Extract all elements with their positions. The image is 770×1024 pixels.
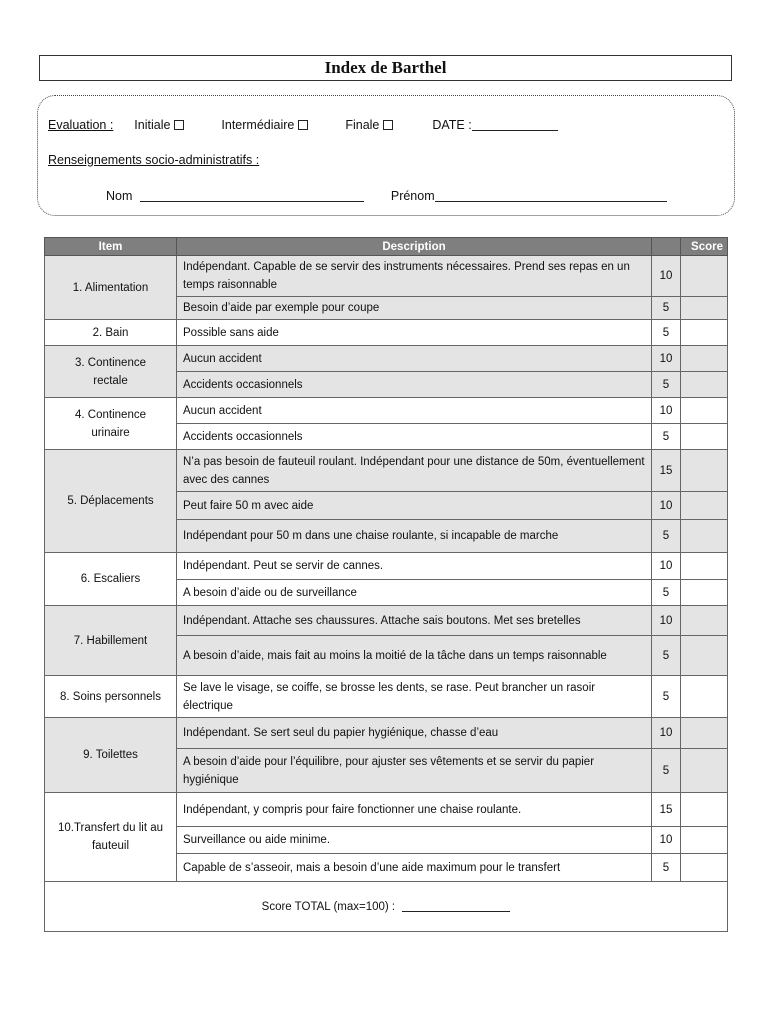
score-cell[interactable] — [681, 854, 728, 882]
prenom-label: Prénom — [390, 189, 435, 203]
name-line — [106, 189, 667, 203]
description-cell: Indépendant pour 50 m dans une chaise roulante, si incapable de marche — [177, 520, 652, 553]
finale-checkbox[interactable] — [383, 120, 393, 130]
points-cell: 5 — [652, 854, 681, 882]
description-cell: Besoin d’aide par exemple pour coupe — [177, 297, 652, 320]
description-cell: Peut faire 50 m avec aide — [177, 492, 652, 520]
total-label: Score TOTAL (max=100) : — [261, 900, 396, 913]
barthel-table — [44, 237, 728, 932]
score-cell[interactable] — [681, 346, 728, 372]
table-row — [45, 256, 728, 297]
description-cell: Capable de s’asseoir, mais a besoin d’une aide maximum pour le transfert — [177, 854, 652, 882]
item-cell: 7. Habillement — [45, 606, 177, 676]
item-cell: 10.Transfert du lit au fauteuil — [45, 793, 177, 882]
points-cell: 5 — [652, 320, 681, 346]
points-cell: 10 — [652, 827, 681, 854]
total-field[interactable] — [402, 901, 510, 912]
score-cell[interactable] — [681, 827, 728, 854]
points-cell: 5 — [652, 580, 681, 606]
table-row — [45, 793, 728, 827]
points-cell: 5 — [652, 636, 681, 676]
info-section — [37, 95, 735, 216]
score-cell[interactable] — [681, 749, 728, 793]
description-cell: Aucun accident — [177, 346, 652, 372]
header-description: Description — [177, 238, 652, 256]
date-field[interactable] — [472, 120, 558, 131]
description-cell: Indépendant. Peut se servir de cannes. — [177, 553, 652, 580]
score-cell[interactable] — [681, 372, 728, 398]
date-label: DATE : — [432, 118, 472, 132]
description-cell: Se lave le visage, se coiffe, se brosse les dents, se rase. Peut brancher un rasoir électrique — [177, 676, 652, 718]
nom-label: Nom — [106, 189, 133, 203]
description-cell: A besoin d’aide pour l’équilibre, pour ajuster ses vêtements et se servir du papier hygiénique — [177, 749, 652, 793]
option-initiale-label: Initiale — [134, 118, 171, 132]
description-cell: Indépendant, y compris pour faire fonctionner une chaise roulante. — [177, 793, 652, 827]
nom-field[interactable] — [140, 191, 364, 202]
points-cell: 5 — [652, 297, 681, 320]
item-cell: 3. Continence rectale — [45, 346, 177, 398]
points-cell: 5 — [652, 749, 681, 793]
score-cell[interactable] — [681, 424, 728, 450]
initiale-checkbox[interactable] — [174, 120, 184, 130]
points-cell: 5 — [652, 520, 681, 553]
item-cell: 8. Soins personnels — [45, 676, 177, 718]
table-row — [45, 346, 728, 372]
score-cell[interactable] — [681, 793, 728, 827]
description-cell: Aucun accident — [177, 398, 652, 424]
score-cell[interactable] — [681, 256, 728, 297]
score-cell[interactable] — [681, 676, 728, 718]
points-cell: 10 — [652, 718, 681, 749]
description-cell: Possible sans aide — [177, 320, 652, 346]
evaluation-label: Evaluation : — [48, 118, 114, 132]
socio-label: Renseignements socio-administratifs : — [48, 153, 260, 167]
points-cell: 5 — [652, 372, 681, 398]
item-cell: 9. Toilettes — [45, 718, 177, 793]
score-cell[interactable] — [681, 636, 728, 676]
points-cell: 15 — [652, 450, 681, 492]
description-cell: A besoin d’aide, mais fait au moins la moitié de la tâche dans un temps raisonnable — [177, 636, 652, 676]
points-cell: 10 — [652, 346, 681, 372]
description-cell: Indépendant. Attache ses chaussures. Attache sais boutons. Met ses bretelles — [177, 606, 652, 636]
header-points — [652, 238, 681, 256]
table-row — [45, 676, 728, 718]
description-cell: Accidents occasionnels — [177, 372, 652, 398]
description-cell: Surveillance ou aide minime. — [177, 827, 652, 854]
total-cell — [45, 882, 728, 932]
points-cell: 10 — [652, 492, 681, 520]
item-cell: 5. Déplacements — [45, 450, 177, 553]
table-row — [45, 718, 728, 749]
score-cell[interactable] — [681, 297, 728, 320]
table-row — [45, 450, 728, 492]
option-finale-label: Finale — [345, 118, 380, 132]
score-cell[interactable] — [681, 606, 728, 636]
score-cell[interactable] — [681, 718, 728, 749]
header-score: Score — [681, 238, 728, 256]
description-cell: A besoin d’aide ou de surveillance — [177, 580, 652, 606]
description-cell: Indépendant. Se sert seul du papier hygiénique, chasse d’eau — [177, 718, 652, 749]
score-cell[interactable] — [681, 520, 728, 553]
score-cell[interactable] — [681, 398, 728, 424]
intermediaire-checkbox[interactable] — [298, 120, 308, 130]
prenom-field[interactable] — [435, 191, 667, 202]
score-cell[interactable] — [681, 553, 728, 580]
table-row — [45, 320, 728, 346]
points-cell: 10 — [652, 553, 681, 580]
header-item: Item — [45, 238, 177, 256]
points-cell: 5 — [652, 424, 681, 450]
score-cell[interactable] — [681, 492, 728, 520]
score-cell[interactable] — [681, 450, 728, 492]
points-cell: 5 — [652, 676, 681, 718]
total-row — [45, 882, 728, 932]
points-cell: 10 — [652, 256, 681, 297]
table-row — [45, 606, 728, 636]
points-cell: 15 — [652, 793, 681, 827]
option-intermediaire-label: Intermédiaire — [221, 118, 295, 132]
evaluation-line — [48, 118, 558, 132]
description-cell: Indépendant. Capable de se servir des instruments nécessaires. Prend ses repas en un temps raisonnable — [177, 256, 652, 297]
item-cell: 2. Bain — [45, 320, 177, 346]
table-row — [45, 398, 728, 424]
item-cell: 4. Continence urinaire — [45, 398, 177, 450]
points-cell: 10 — [652, 398, 681, 424]
score-cell[interactable] — [681, 320, 728, 346]
table-row — [45, 553, 728, 580]
page-title: Index de Barthel — [39, 55, 732, 81]
item-cell: 6. Escaliers — [45, 553, 177, 606]
score-cell[interactable] — [681, 580, 728, 606]
points-cell: 10 — [652, 606, 681, 636]
description-cell: Accidents occasionnels — [177, 424, 652, 450]
description-cell: N’a pas besoin de fauteuil roulant. Indépendant pour une distance de 50m, éventuellement avec des cannes — [177, 450, 652, 492]
item-cell: 1. Alimentation — [45, 256, 177, 320]
